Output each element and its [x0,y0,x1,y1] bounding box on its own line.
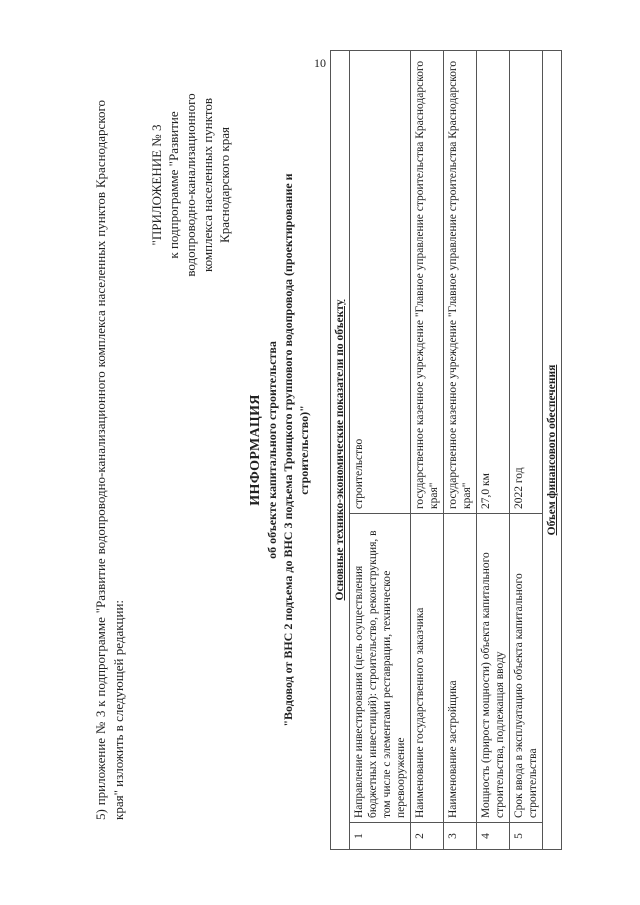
section-finance: Объем финансового обеспечения [543,51,562,850]
section-header-row [543,51,562,850]
intro-paragraph: 5) приложение № 3 к подпрограмме "Развитие водопроводно-канализационного комплекса населенных пунктов Краснодарского края" изложить в следующей редакции: [93,100,126,820]
row-number: 5 [510,823,543,850]
table-row [477,51,510,850]
heading-subtitle: об объекте капитального строительства [265,341,279,559]
info-table [330,50,562,850]
page-number: 10 [314,56,326,70]
table-row [510,51,543,850]
row-number: 2 [411,823,444,850]
row-value: государственное казенное учреждение "Главное управление строительства Краснодарского края" [411,51,444,514]
row-value: строительство [350,51,411,514]
appendix-block [148,80,233,290]
appendix-title: "ПРИЛОЖЕНИЕ № 3 [149,124,164,246]
row-value: государственное казенное учреждение "Главное управление строительства Краснодарского края" [444,51,477,514]
section-header-row [331,51,350,850]
table-row [350,51,411,850]
row-label: Наименование застройщика [444,514,477,823]
heading-object-name: "Водовод от ВНС 2 подъема до ВНС 3 подъема Троицкого группового водопровода (проектирование и строительство)" [281,173,311,727]
row-value: 27,0 км [477,51,510,514]
row-number: 1 [350,823,411,850]
heading-title: ИНФОРМАЦИЯ [248,394,263,506]
row-label: Наименование государственного заказчика [411,514,444,823]
info-table-wrapper [330,50,562,850]
appendix-subtitle: к подпрограмме "Развитие водопроводно-канализационного комплекса населенных пунктов Краснодарского края [166,93,232,277]
section-main-indicators: Основные технико-экономические показатели по объекту [331,51,350,850]
row-label: Срок ввода в эксплуатацию объекта капитального строительства [510,514,543,823]
document-heading [248,170,312,730]
row-label: Мощность (прирост мощности) объекта капитального строительства, подлежащая вводу [477,514,510,823]
row-number: 3 [444,823,477,850]
row-number: 4 [477,823,510,850]
rotated-document-content [20,20,640,880]
row-value: 2022 год [510,51,543,514]
row-label: Направление инвестирования (цель осуществления бюджетных инвестиций): строительство, реконструкция, в том числе с элементами реставрации, техническое перевооружение [350,514,411,823]
table-row [444,51,477,850]
table-row [411,51,444,850]
